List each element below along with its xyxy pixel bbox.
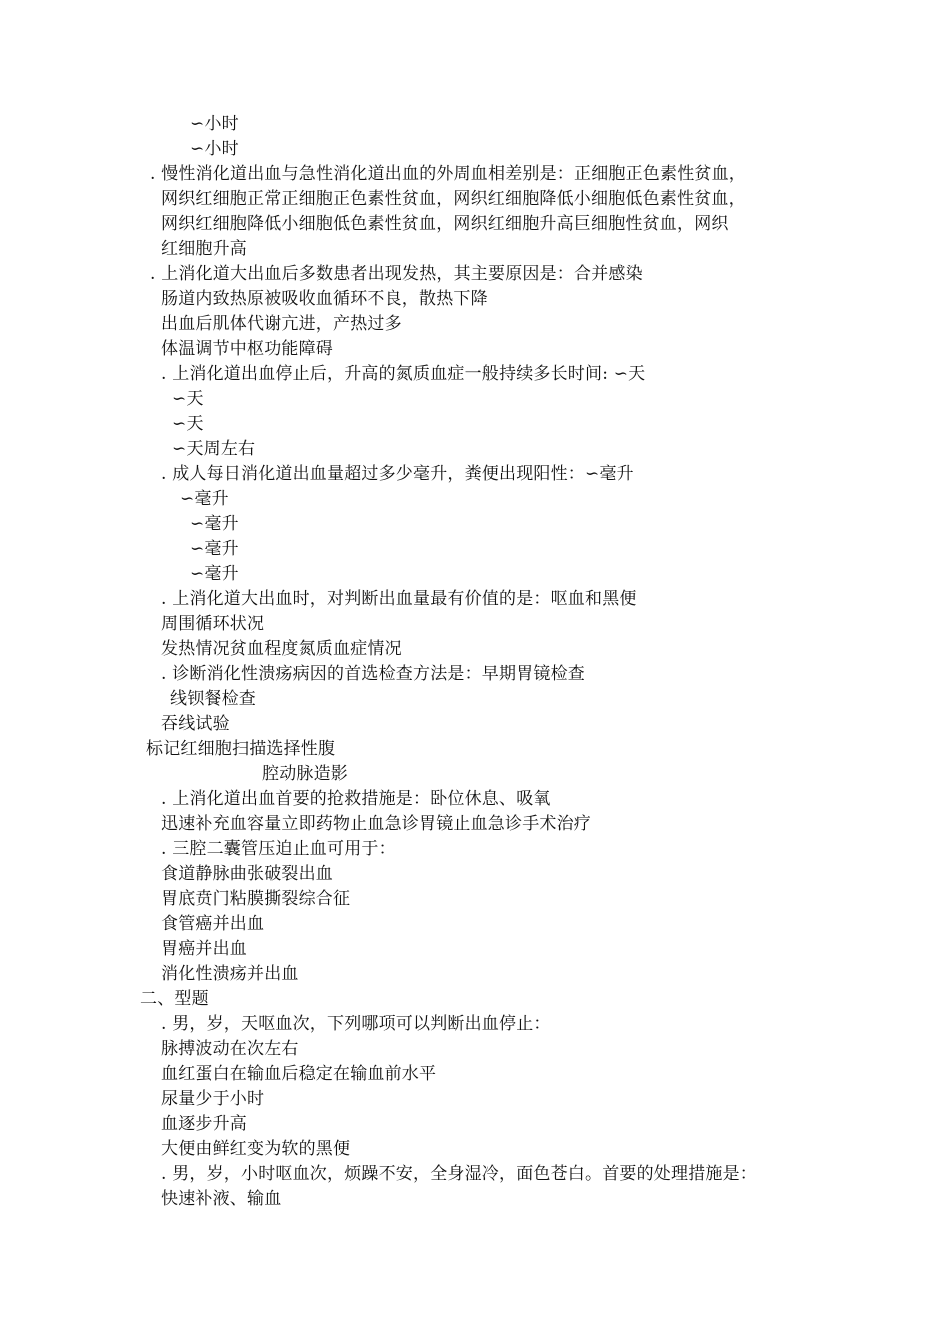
text-line: ∽毫升 [180,489,229,509]
text-line: 肠道内致热原被吸收血循环不良，散热下降 [161,289,488,309]
text-line: . 上消化道大出血时，对判断出血量最有价值的是：呕血和黑便 [161,589,637,609]
text-line: 胃癌并出血 [161,939,247,959]
text-line: 尿量少于小时 [161,1089,265,1109]
text-line: . 诊断消化性溃疡病因的首选检查方法是：早期胃镜检查 [161,664,586,684]
text-line: . 慢性消化道出血与急性消化道出血的外周血相差别是：正细胞正色素性贫血， [150,164,747,184]
text-line: ∽小时 [190,114,239,134]
text-line: ∽天 [172,414,204,434]
text-line: . 三腔二囊管压迫止血可用于： [161,839,396,859]
text-line: ∽天 [172,389,204,409]
text-line: 迅速补充血容量立即药物止血急诊胃镜止血急诊手术治疗 [161,814,591,834]
text-line: 体温调节中枢功能障碍 [161,339,333,359]
text-line: ∽毫升 [190,514,239,534]
text-line: 吞线试验 [161,714,230,734]
text-line: ∽毫升 [190,564,239,584]
text-line: 胃底贲门粘膜撕裂综合征 [161,889,351,909]
text-line: ∽天周左右 [172,439,256,459]
text-line: 网织红细胞正常正细胞正色素性贫血，网织红细胞降低小细胞低色素性贫血， [161,189,746,209]
text-line: 网织红细胞降低小细胞低色素性贫血，网织红细胞升高巨细胞性贫血，网织 [161,214,729,234]
text-line: 大便由鲜红变为软的黑便 [161,1139,351,1159]
text-line: 食道静脉曲张破裂出血 [161,864,333,884]
text-line: 快速补液、输血 [161,1189,282,1209]
text-line: . 成人每日消化道出血量超过多少毫升，粪便出现阳性：∽毫升 [161,464,634,484]
text-line: 出血后肌体代谢亢进，产热过多 [161,314,402,334]
text-line: 腔动脉造影 [262,764,348,784]
text-line: ∽毫升 [190,539,239,559]
text-line: . 男，岁，天呕血次，下列哪项可以判断出血停止： [161,1014,551,1034]
text-line: 发热情况贫血程度氮质血症情况 [161,639,402,659]
text-line: . 男，岁，小时呕血次，烦躁不安，全身湿冷，面色苍白。首要的处理措施是： [161,1164,758,1184]
text-line: 消化性溃疡并出血 [161,964,299,984]
text-line: 标记红细胞扫描选择性腹 [146,739,336,759]
section-heading: 二、型题 [140,989,209,1009]
text-line: . 上消化道大出血后多数患者出现发热，其主要原因是：合并感染 [150,264,643,284]
text-line: 血逐步升高 [161,1114,247,1134]
text-line: 血红蛋白在输血后稳定在输血前水平 [161,1064,437,1084]
text-line: 食管癌并出血 [161,914,265,934]
text-line: 红细胞升高 [161,239,247,259]
text-line: . 上消化道出血停止后，升高的氮质血症一般持续多长时间: ∽天 [161,364,646,384]
text-line: 线钡餐检查 [170,689,256,709]
text-line: 脉搏波动在次左右 [161,1039,299,1059]
text-line: 周围循环状况 [161,614,265,634]
text-line: ∽小时 [190,139,239,159]
text-line: . 上消化道出血首要的抢救措施是：卧位休息、吸氧 [161,789,551,809]
